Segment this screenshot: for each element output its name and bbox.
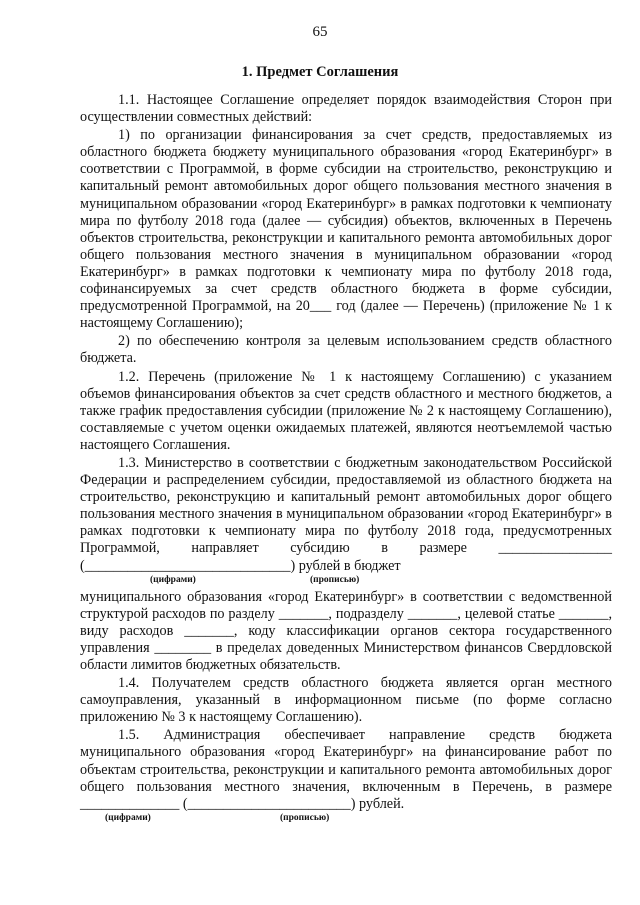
paragraph-1-4: 1.4. Получателем средств областного бюджета является орган местного самоуправления, указанный в информационном письме (по форме согласно приложению № 3 к настоящему Соглашению). bbox=[80, 675, 612, 726]
caption-digits: (цифрами) bbox=[150, 574, 196, 585]
section-heading: 1. Предмет Соглашения bbox=[241, 64, 399, 80]
caption-digits: (цифрами) bbox=[105, 812, 151, 823]
document-body bbox=[80, 92, 612, 827]
page-number: 65 bbox=[312, 24, 328, 40]
amount-captions-1 bbox=[80, 576, 612, 589]
paragraph-1-3-part-2: муниципального образования «город Екатеринбург» в соответствии с ведомственной структурой расходов по разделу _______, подразделу _______, целевой статье _______, виду расходов _______, коду классификации органов сектора государственного управления ________ в пределах доведенных Министерством финансов Свердловской области лимитов бюджетных обязательств. bbox=[80, 588, 612, 673]
paragraph-1-1-item-1: 1) по организации финансирования за счет средств, предоставляемых из областного бюджета бюджету муниципального образования «город Екатеринбург» в соответствии с Программой, в форме субсидии на строительство, реконструкцию и капитальный ремонт автомобильных дорог общего пользования местного значения в муниципальном образовании «город Екатеринбург» в рамках подготовки к чемпионату мира по футболу 2018 года (далее — субсидия) объектов, включенных в Перечень объектов строительства, реконструкции и капитального ремонта автомобильных дорог общего пользования местного значения в муниципальном образовании «город Екатеринбург» в рамках подготовки к чемпионату мира по футболу 2018 года, софинансируемых за счет средств областного бюджета в форме субсидии, предусмотренной Программой, на 20___ год (далее — Перечень) (приложение № 1 к настоящему Соглашению); bbox=[80, 127, 612, 332]
caption-words: (прописью) bbox=[280, 812, 330, 823]
paragraph-1-2: 1.2. Перечень (приложение № 1 к настоящему Соглашению) с указанием объемов финансирования объектов за счет средств областного и местного бюджетов, а также график предоставления субсидии (приложение № 2 к настоящему Соглашению), составляемые с учетом оценки ожидаемых платежей, являются неотъемлемой частью настоящего Соглашения. bbox=[80, 368, 612, 453]
paragraph-1-1-item-2: 2) по обеспечению контроля за целевым использованием средств областного бюджета. bbox=[80, 333, 612, 367]
paragraph-1-3-part-1: 1.3. Министерство в соответствии с бюджетным законодательством Российской Федерации и распределением субсидии, предоставляемой из областного бюджета на строительство, реконструкцию и капитальный ремонт автомобильных дорог общего пользования местного значения в муниципальном образовании «город Екатеринбург» в рамках подготовки к чемпионату мира по футболу 2018 года, предусмотренных Программой, направляет субсидию в размере ________________ (_____________________________) рублей в бюджет bbox=[80, 454, 612, 574]
caption-words: (прописью) bbox=[310, 574, 360, 585]
amount-captions-2 bbox=[80, 814, 612, 827]
paragraph-1-1: 1.1. Настоящее Соглашение определяет порядок взаимодействия Сторон при осуществлении совместных действий: bbox=[80, 92, 612, 126]
paragraph-1-5: 1.5. Администрация обеспечивает направление средств бюджета муниципального образования «город Екатеринбург» на финансирование работ по объектам строительства, реконструкции и капитального ремонта автомобильных дорог общего пользования местного значения, включенным в Перечень, в размере ______________ (_______________________) рублей. bbox=[80, 727, 612, 812]
